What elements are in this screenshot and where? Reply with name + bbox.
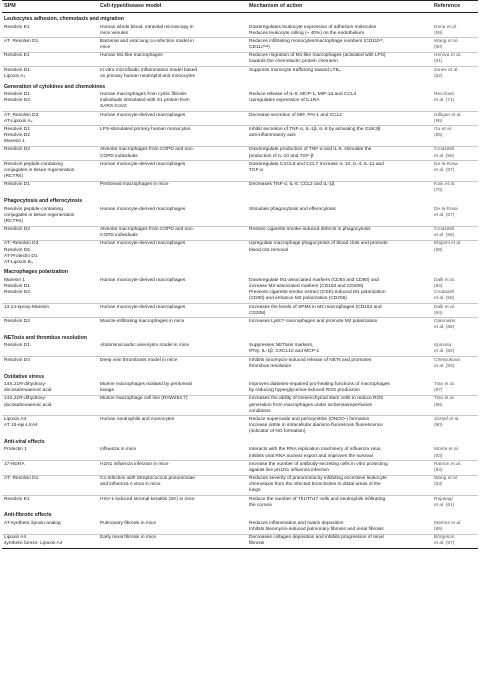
cell-reference: Börgeson et al. (97): [432, 534, 478, 548]
table-row: [2, 416, 478, 436]
cell-spm: Resolvin D2: [2, 146, 98, 160]
section-header-row: [2, 371, 478, 382]
cell-mechanism: Reduce superoxide and peroxynitrite (ONOO-) formation Increase nitrite in intracellular diamino-fluorescein fluorescence (indicator of NO formation): [247, 416, 432, 436]
cell-reference: Jones et al. (62): [432, 67, 478, 81]
cell-model: Human monocyte-derived macrophages: [98, 111, 247, 125]
cell-spm: AT- Resolvin D3 Resolvin D6 AT-Protectin D1 AT-Lipoxin B₄: [2, 240, 98, 266]
section-header-row: [2, 81, 478, 92]
cell-model: Human monocyte-derived macrophages: [100, 278, 186, 284]
cell-reference: Ramon et al. (94): [432, 461, 478, 475]
table-row: [2, 475, 478, 495]
cell-spm: Resolvin D1 Resolvin D2 Maresin 1: [2, 126, 98, 146]
cell-model: LPS-stimulated primary human monocytes: [98, 126, 247, 146]
cell-spm: Resolvin peptide-containing conjugates in tissue regeneration (RCTRs): [4, 206, 75, 224]
section-title: Oxidative stress: [4, 373, 45, 380]
cell-reference: Martins et al. (95): [434, 521, 462, 533]
cell-model: Human M1-like macrophages: [98, 52, 247, 66]
cell-spm: Resolvin D1: [2, 181, 98, 195]
section-title: Leukocytes adhesion, chemotaxis and migration: [4, 16, 124, 22]
cell-model: Muscle-infiltrating macrophages in mice: [98, 318, 247, 332]
cell-mechanism: Inhibits ionomycin-induced release of NETs and promotes thrombus resolution: [247, 357, 432, 371]
cell-reference: Wang et al. (60): [432, 38, 478, 52]
section-title: Phagocytosis and efferocytosis: [4, 198, 83, 205]
cell-spm: AT- Resolvin D1: [2, 38, 98, 52]
cell-reference: József et al. (90): [432, 416, 478, 436]
section-title: Anti-viral effects: [4, 438, 45, 445]
section-header-row: [2, 509, 478, 520]
cell-mechanism: Stimulate phagocytosis and efferocytosis: [249, 206, 336, 212]
cell-reference: Elajami et al. (69): [432, 240, 478, 266]
cell-reference: Wang et al. (63): [432, 475, 478, 495]
cell-model: Co-infection with Streptococcus pneumoniae and influenza A virus in mice: [98, 475, 247, 495]
table-row: [2, 181, 478, 195]
cell-model: Human monocyte-derived macrophages: [98, 161, 247, 181]
cell-model: Murine macrophage cell line (RAW264.7): [98, 395, 247, 415]
cell-spm: Lipoxin A4 synthetic benzo- Lipoxin A4: [2, 534, 98, 548]
cell-mechanism: Inhibit secretion of TNF-α, IL-1β, IL-8 by activating the GSK3β anti-inflammatory axis: [247, 126, 432, 146]
table-row: [2, 206, 478, 226]
table-row: [2, 343, 478, 357]
cell-mechanism: Increases the ability of mesenchymal stem cells to reduce ROS generation from macrophages under ischemia/reperfusion conditions: [247, 395, 432, 415]
table-row: [2, 240, 478, 266]
cell-spm: Resolvin D2: [2, 318, 98, 332]
cell-mechanism: Improves diabetes-impaired pro-healing functions of macrophages by reducing hyperglycemia-induced ROS production: [249, 382, 390, 394]
section-header-row: [2, 436, 478, 447]
cell-mechanism: Suppresses NETosis markers, IFNγ, IL-1β, CXCL10 and MCP-1: [249, 343, 320, 355]
table-row: [2, 277, 478, 303]
cell-reference: De la Rosa et al. (67): [434, 206, 458, 218]
cell-reference: Spinosa et al. (82): [434, 343, 455, 355]
cell-reference: Croasdell et al. (56): [432, 146, 478, 160]
table-row: [2, 395, 478, 415]
header-spm: SPM: [2, 1, 98, 13]
table-row: [2, 382, 478, 396]
cell-spm: AT-synthetic lipoxin analog: [4, 521, 61, 526]
cell-model: Human whole blood, intravital microscopy in mice venules: [100, 24, 194, 36]
table-row: [2, 496, 478, 510]
table-row: [2, 38, 478, 52]
cell-spm: 14S,21R-dihydroxy- docosahexaenoic acid: [4, 382, 52, 394]
cell-model: H1N1 influenza infection in mice: [98, 461, 247, 475]
table-row: [2, 111, 478, 125]
cell-reference: Kain et al. (70): [432, 181, 478, 195]
cell-reference: Croasdell et al. (56): [432, 226, 478, 240]
cell-mechanism: Reduces inflammation and matrix deposition Inhibits bleomycin-induced pulmonary fibrosis and renal fibrosis: [249, 521, 384, 533]
cell-model: Alveolar macrophages from COPD and non- COPD individuals: [98, 146, 247, 160]
cell-model: Human macrophages from cystic fibrosis individuals stimulated with S1 protein from SARS-CoV2: [100, 92, 190, 110]
cell-reference: Tian et al. (87): [434, 382, 455, 394]
cell-model: Early renal fibrosis in mice: [98, 534, 247, 548]
cell-mechanism: Restore cigarette smoke-induced defects in phagocytosis: [247, 226, 432, 240]
cell-mechanism: Suppress monocyte trafficking toward LTB₄: [247, 67, 432, 81]
cell-mechanism: Decreases TNF-α, IL-6, CCL2 and IL-1β: [247, 181, 432, 195]
header-mechanism: Mechanism of action: [247, 1, 432, 13]
cell-mechanism: Downregulates leukocyte expression of adhesion molecules Reduces leukocyte rolling (~ 40%) on the endothelium: [249, 24, 377, 36]
cell-model: Human monocyte-derived macrophages: [98, 304, 247, 318]
cell-reference: Dalli et al. (84) Croasdell et al. (56): [434, 278, 456, 302]
cell-model: Bacterial and viral lung co-infection model in mice: [98, 38, 247, 52]
cell-reference: Recchiuti et al. (71): [434, 92, 455, 104]
table-row: [2, 318, 478, 332]
cell-mechanism: Downregulate production of TNF-α and IL-6, stimulate the production of IL-10 and TGF-β: [247, 146, 432, 160]
section-title: NETosis and thrombus resolution: [4, 334, 87, 341]
table-row: [2, 24, 478, 38]
table-row: [2, 304, 478, 318]
cell-model: Deep vein thrombosis model in mice: [98, 357, 247, 371]
cell-model: Human neutrophils and monocytes: [98, 416, 247, 436]
cell-spm: Protectin 1: [4, 447, 27, 453]
cell-reference: Tian et al. (88): [432, 395, 478, 415]
cell-spm: Resolvin peptide-containing conjugates in tissue regeneration (RCTRs): [2, 161, 98, 181]
section-header-row: [2, 13, 478, 25]
cell-mechanism: Reduce the number of Th1/Th17 cells and neutrophils infiltrating the cornea: [247, 496, 432, 510]
table-row: [2, 161, 478, 181]
cell-reference: Dona et al. (59): [434, 24, 458, 36]
section-title: Generation of cytokines and chemokines: [4, 83, 106, 90]
table-row: [2, 92, 478, 112]
table-row: [2, 226, 478, 240]
cell-model: Alveolar macrophages from COPD and non- COPD individuals: [98, 226, 247, 240]
cell-spm: Resolvin D1 Resolvin D2: [4, 92, 30, 104]
table-row: [2, 520, 478, 534]
cell-spm: 14S,21R-dihydroxy- docosahexaenoic acid: [2, 395, 98, 415]
table-row: [2, 146, 478, 160]
cell-mechanism: Reduce release of IL-8, MCP-1, MIP-1α and CCL4 Upregulates expression of IL1RA: [249, 92, 357, 104]
cell-mechanism: Decreases collagen deposition and inhibits progression of renal fibrosis: [247, 534, 432, 548]
cell-mechanism: Reduces severity of pneumonia by inhibiting excessive leukocyte chemotaxis from the infected bronchioles to distal areas of the lungs: [247, 475, 432, 495]
cell-reference: Rajasagi et al. (61): [432, 496, 478, 510]
cell-model: Human monocyte-derived macrophages: [100, 206, 186, 212]
cell-spm: Resolvin E1: [2, 52, 98, 66]
cell-reference: Gu et al. (65): [432, 126, 478, 146]
section-title: Anti-fibrotic effects: [4, 512, 52, 519]
table-row: [2, 67, 478, 81]
cell-reference: Morita et al. (93): [434, 447, 460, 459]
cell-reference: Cherpokova et al. (83): [432, 357, 478, 371]
cell-spm: Resolvin D4: [2, 357, 98, 371]
table-header-row: [2, 1, 478, 13]
cell-mechanism: Increases the levels of SPMs in M2 macrophages (CD163 and CD206): [247, 304, 432, 318]
cell-mechanism: Reduces infiltrating monocytes/macrophage numbers (CD11bʰⁱ, CD11cˡᵒʷ): [247, 38, 432, 52]
cell-reference: Herova et al. (61): [432, 52, 478, 66]
cell-spm: AT- Resolvin D1: [2, 475, 98, 495]
table-row: [2, 126, 478, 146]
table-row: [2, 357, 478, 371]
section-header-row: [2, 266, 478, 277]
cell-model: Peritoneal macrophages in mice: [98, 181, 247, 195]
cell-reference: Dalli et al. (84): [432, 304, 478, 318]
cell-spm: Lipoxin A4 AT 15-epi-LXA4: [2, 416, 98, 436]
table-row: [2, 52, 478, 66]
cell-model: Abdominal aortic aneurysm model in mice: [100, 343, 190, 349]
cell-mechanism: Increases Ly6Cˡᵒ macrophages and promote M2 polarization: [247, 318, 432, 332]
table-body: [2, 13, 478, 549]
spm-table: [2, 0, 478, 549]
cell-spm: AT- Resolvin D3 AT-Lipoxin A₄: [2, 111, 98, 125]
cell-model: Murine macrophages isolated by peritoneal lavage: [100, 382, 192, 394]
cell-model: Influenza in mice: [100, 447, 136, 453]
table-row: [2, 447, 478, 461]
cell-spm: Resolvin E1: [2, 496, 98, 510]
cell-reference: Gilligan et al. (66): [432, 111, 478, 125]
cell-spm: 13,14-epoxy-Maresin: [2, 304, 98, 318]
cell-mechanism: Downregulate CXCL9 and CCL7 Increase IL-10, IL-4, IL-11 and TGF-α: [247, 161, 432, 181]
cell-spm: Resolvin D1 Lipoxin A₄: [2, 67, 98, 81]
cell-mechanism: Interacts with the RNA replication machinery of influenza virus, inhibits viral RNA nuclear export and improves the survival: [249, 447, 382, 459]
cell-spm: Resolvin D2: [2, 226, 98, 240]
cell-reference: Giannakis et al. (86): [432, 318, 478, 332]
table-row: [2, 461, 478, 475]
cell-model: HSV-1-induced stromal keratitis (SK) in mice: [98, 496, 247, 510]
cell-mechanism: Increase the number of antibody-secreting cells in vitro protecting against live pH1N1 influenza infection: [247, 461, 432, 475]
cell-model: Pulmonary fibrosis in mice: [100, 521, 156, 526]
cell-spm: Maresin 1 Resolvin D1 Resolvin D2: [4, 278, 30, 296]
cell-mechanism: Downregulate M1-associated markers (CD54 and CD80) and increase M2-associated markers (CD163 and CD206) Prevents cigarette smoke extract (CSE)-induced M1 polarization (CD80) and enhance M2 polarization (CD206): [249, 278, 386, 302]
cell-model: In vitro microfluidic inflammation model based on primary human neutrophil and monocytes: [98, 67, 247, 81]
section-header-row: [2, 195, 478, 206]
cell-spm: 17-HDHA: [2, 461, 98, 475]
cell-mechanism: Upregulate macrophage phagocytosis of blood clots and promote blood clot removal: [247, 240, 432, 266]
section-title: Macrophages polarization: [4, 269, 68, 276]
header-cell-type: Cell-type/disease model: [98, 1, 247, 13]
cell-spm: Resolvin D1: [4, 343, 30, 349]
header-reference: Reference: [432, 1, 478, 13]
cell-mechanism: Reduces migration of M1-like macrophages (activated with LPS) towards the chemotactic protein chemerin: [247, 52, 432, 66]
section-header-row: [2, 332, 478, 343]
cell-reference: De la Rosa et al. (67): [432, 161, 478, 181]
cell-model: Human monocyte-derived macrophages: [98, 240, 247, 266]
cell-spm: Resolvin E1: [4, 24, 30, 30]
cell-mechanism: Decrease secretion of MIF, PAI-1 and CCL2: [247, 111, 432, 125]
table-row: [2, 534, 478, 548]
